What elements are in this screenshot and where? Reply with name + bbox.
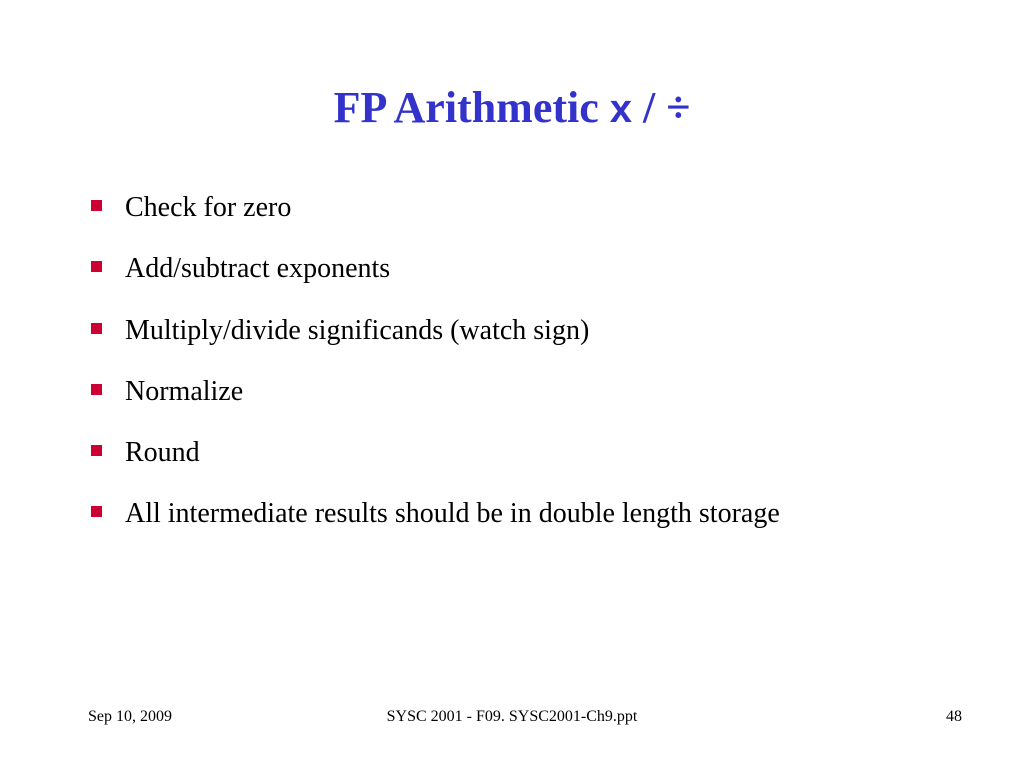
footer-date: Sep 10, 2009 bbox=[88, 708, 172, 725]
square-bullet-icon bbox=[91, 506, 102, 517]
square-bullet-icon bbox=[91, 445, 102, 456]
bullet-text: Add/subtract exponents bbox=[125, 253, 391, 285]
bullet-text: Normalize bbox=[125, 375, 244, 407]
title-divide-symbol: / ÷ bbox=[632, 83, 691, 132]
square-bullet-icon bbox=[91, 384, 102, 395]
bullet-text: Multiply/divide significands (watch sign) bbox=[125, 314, 590, 346]
bullet-item bbox=[88, 247, 988, 308]
bullet-item bbox=[88, 309, 988, 370]
bullet-text: All intermediate results should be in double length storage bbox=[125, 498, 780, 530]
title-text: FP Arithmetic bbox=[333, 83, 610, 132]
slide-title bbox=[0, 80, 1024, 137]
square-bullet-icon bbox=[91, 261, 102, 272]
bullet-item bbox=[88, 186, 988, 247]
bullet-item bbox=[88, 431, 988, 492]
title-multiply-symbol: x bbox=[609, 87, 632, 131]
bullet-item bbox=[88, 370, 988, 431]
footer-page-number: 48 bbox=[946, 708, 962, 725]
footer-filename: SYSC 2001 - F09. SYSC2001-Ch9.ppt bbox=[386, 708, 638, 725]
bullet-text: Check for zero bbox=[125, 192, 292, 223]
bullet-item bbox=[88, 492, 988, 553]
bullet-text: Round bbox=[125, 437, 200, 469]
bullet-list bbox=[88, 186, 988, 554]
square-bullet-icon bbox=[91, 200, 102, 211]
square-bullet-icon bbox=[91, 323, 102, 334]
